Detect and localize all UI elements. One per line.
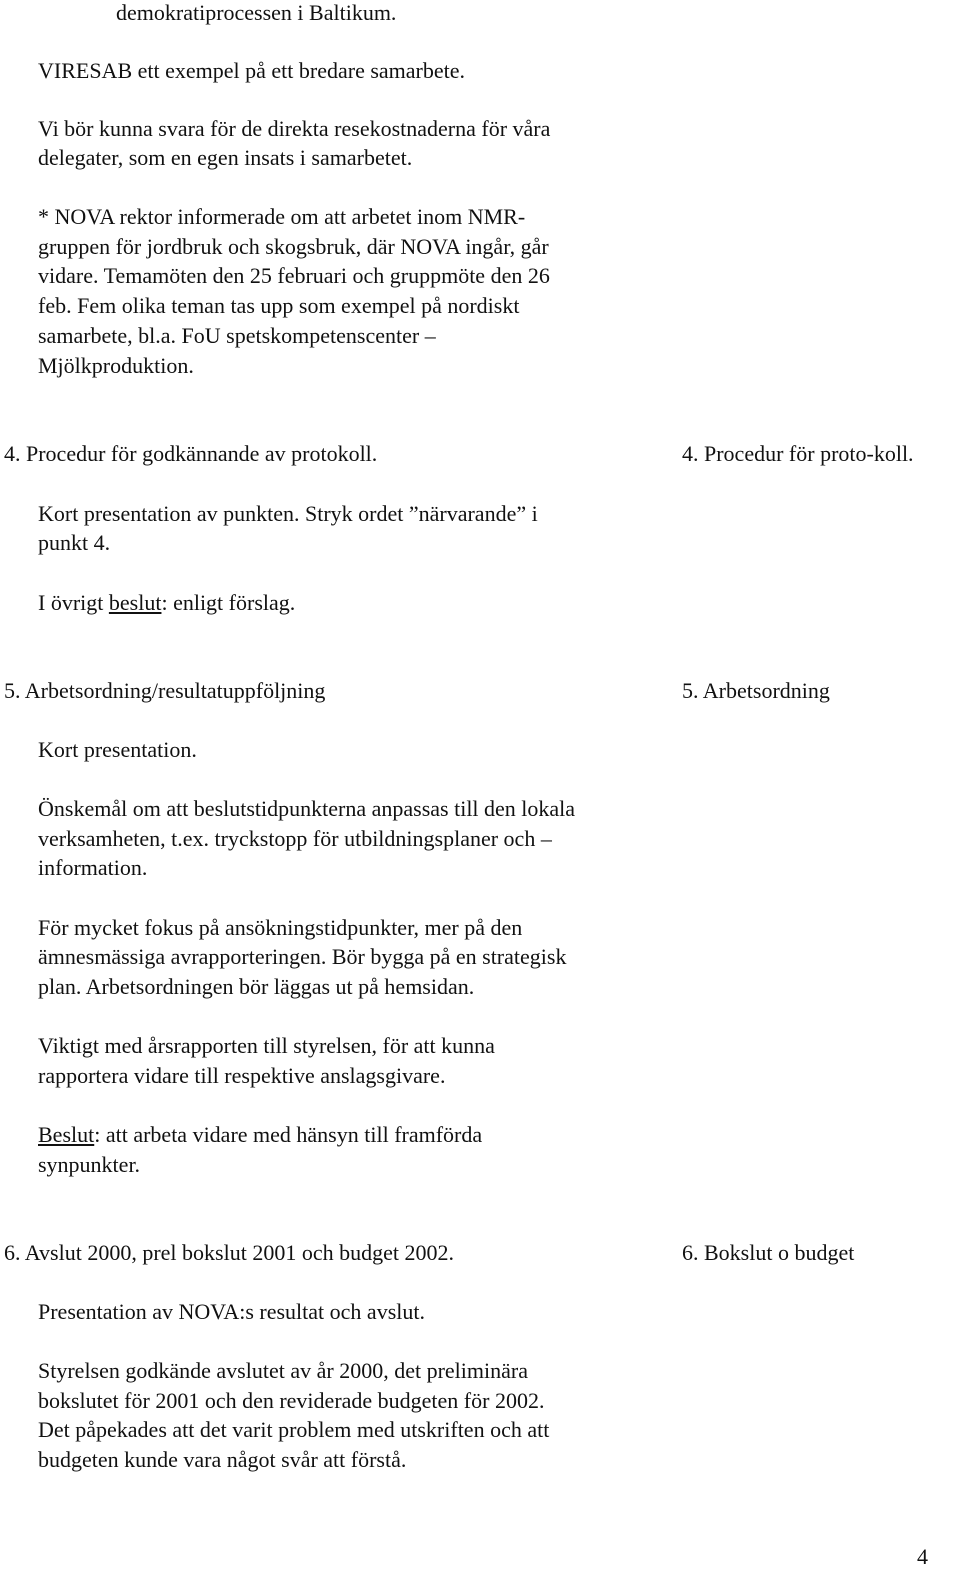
text-line: rapportera vidare till respektive anslagsgivare. xyxy=(38,1063,446,1088)
text-line: delegater, som en egen insats i samarbetet. xyxy=(38,145,413,170)
text-line: vidare. Temamöten den 25 februari och gruppmöte den 26 xyxy=(38,263,550,288)
text-span: : enligt förslag. xyxy=(161,590,296,615)
text-line: plan. Arbetsordningen bör läggas ut på hemsidan. xyxy=(38,974,475,999)
text-line: Vi bör kunna svara för de direkta resekostnaderna för våra xyxy=(38,116,551,141)
text-line: Presentation av NOVA:s resultat och avslut. xyxy=(38,1299,425,1324)
text-line: Det påpekades att det varit problem med utskriften och att xyxy=(38,1417,550,1442)
text-line: Styrelsen godkände avslutet av år 2000, det preliminära xyxy=(38,1358,528,1383)
text-line: budgeten kunde vara något svår att förstå. xyxy=(38,1447,407,1472)
page-number: 4 xyxy=(917,1544,928,1569)
text-line: För mycket fokus på ansökningstidpunkter, mer på den xyxy=(38,915,523,940)
text-line: bokslutet för 2001 och den reviderade budgeten för 2002. xyxy=(38,1388,545,1413)
text-line: Kort presentation. xyxy=(38,737,197,762)
text-line: * NOVA rektor informerade om att arbetet inom NMR- xyxy=(38,204,526,229)
text-line: ämnesmässiga avrapporteringen. Bör bygga på en strategisk xyxy=(38,944,567,969)
section-heading: 6. Avslut 2000, prel bokslut 2001 och budget 2002. xyxy=(4,1240,454,1265)
text-span: : att arbeta vidare med hänsyn till framförda xyxy=(94,1122,483,1147)
margin-note: 6. Bokslut o budget xyxy=(682,1240,855,1265)
section-heading: 4. Procedur för godkännande av protokoll. xyxy=(4,441,378,466)
text-line: gruppen för jordbruk och skogsbruk, där NOVA ingår, går xyxy=(38,234,549,259)
text-line: samarbete, bl.a. FoU spetskompetenscenter – xyxy=(38,323,436,348)
margin-note: 5. Arbetsordning xyxy=(682,678,830,703)
text-line: demokratiprocessen i Baltikum. xyxy=(116,0,397,25)
text-line: information. xyxy=(38,855,148,880)
section-heading: 5. Arbetsordning/resultatuppföljning xyxy=(4,678,326,703)
text-line: Viktigt med årsrapporten till styrelsen, för att kunna xyxy=(38,1033,495,1058)
text-line: feb. Fem olika teman tas upp som exempel på nordiskt xyxy=(38,293,520,318)
text-line: Kort presentation av punkten. Stryk ordet ”närvarande” i xyxy=(38,501,538,526)
text-line: punkt 4. xyxy=(38,530,111,555)
margin-note: 4. Procedur för proto-koll. xyxy=(682,441,914,466)
text-line: Mjölkproduktion. xyxy=(38,353,194,378)
decision-keyword: Beslut xyxy=(38,1122,95,1147)
text-line xyxy=(38,588,295,618)
text-span: I övrigt xyxy=(38,590,109,615)
text-line xyxy=(38,1120,482,1150)
text-line: synpunkter. xyxy=(38,1152,141,1177)
text-line: verksamheten, t.ex. tryckstopp för utbildningsplaner och – xyxy=(38,826,552,851)
text-line: Önskemål om att beslutstidpunkterna anpassas till den lokala xyxy=(38,796,576,821)
decision-keyword: beslut xyxy=(108,590,162,615)
text-line: VIRESAB ett exempel på ett bredare samarbete. xyxy=(38,58,466,83)
